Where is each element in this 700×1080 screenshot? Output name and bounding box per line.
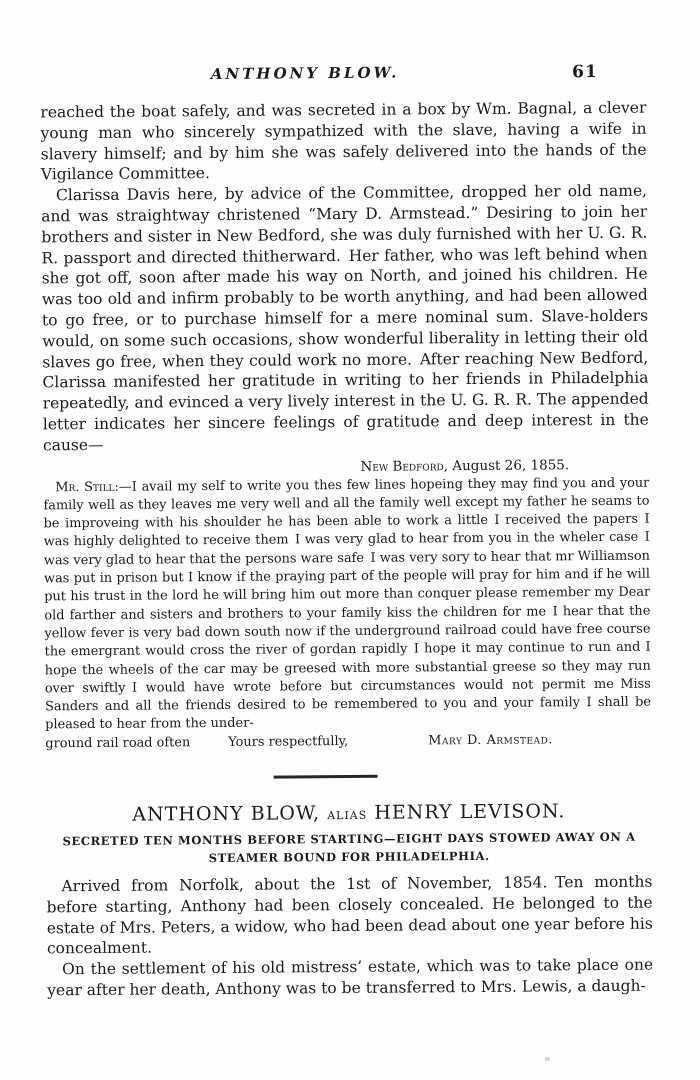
letter-signature-line xyxy=(45,730,651,753)
section-subheading-line-2: STEAMER BOUND FOR PHILADELPHIA. xyxy=(208,848,490,866)
letter-closing: Yours respectfully, xyxy=(228,733,349,750)
page-header xyxy=(40,62,646,91)
section-title-before: ANTHONY BLOW, xyxy=(132,802,328,826)
section-subheading-line-1: SECRETED TEN MONTHS BEFORE STARTING—EIGHT DAYS STOWED AWAY ON A xyxy=(62,829,636,849)
paragraph-clarissa: Clarissa Davis here, by advice of the Committee, dropped her old name, and was straightway christened “Mary D. Armstead.” Desiring to join her brothers and sister in New Bedford, she was duly furnished with her U. G. R. R. passport and directed thitherward. Her father, who was left behind when she got off, soon after made his way on North, and joined his children. He was too old and infirm probably to be worth anything, and had been allowed to go free, or to purchase himself for a mere nominal sum. Slave-holders would, on some such occasions, show wonderful liberality in letting their old slaves go free, when they could work no more. After reaching New Bedford, Clarissa manifested her gratitude in writing to her friends in Philadelphia repeatedly, and evinced a very lively interest in the U. G. R. R. The appended letter indicates her sincere feelings of gratitude and deep interest in the cause— xyxy=(41,181,649,455)
section-divider xyxy=(274,775,378,779)
letter-dateline-date: , August 26, 1855. xyxy=(443,456,570,474)
running-head: ANTHONY BLOW. xyxy=(210,63,400,84)
paragraph-settlement: On the settlement of his old mistress’ estate, which was to take place one year after her death, Anthony was to be transferred to Mrs. Lewis, a daugh- xyxy=(47,955,654,1000)
page-content xyxy=(40,62,653,1002)
letter-text: —I avail my self to write you thes few lines hopeing they may find you and your family well as they leaves me very well and all the family well except my father he seams to be improveing with his shoulder he has been able to work a little I received the papers I was highly delighted to receive them I was very glad to hear from you in the wheler case I was very glad to hear that the persons ware safe I was very sory to hear that mr Williamson was put in prison but I know if the praying part of the people will pray for him and if he will put his trust in the lord he will bring him out more than conquer please remember my Dear old farther and sisters and brothers to your family kiss the children for me I hear that the yellow fever is very bad down south now if the underground railroad could have free course the emergrant would cross the river of gordan rapidly I hope it may continue to run and I hope the wheels of the car may be greesed with more substantial greese so they may run over swiftly I would have wrote before but circumstances would not permit me Miss Sanders and all the friends desired to be remembered to you and your family I shall be pleased to hear from the under- xyxy=(43,475,652,733)
letter-block xyxy=(43,456,651,753)
page-number: 61 xyxy=(571,61,598,83)
letter-body xyxy=(43,474,651,735)
letter-dateline xyxy=(43,456,649,477)
letter-dateline-place: New Bedford xyxy=(360,457,444,475)
paragraph-arrived: Arrived from Norfolk, about the 1st of November, 1854. Ten months before starting, Anthony had been closely concealed. He belonged to the estate of Mrs. Peters, a widow, who had been dead about one year before his concealment. xyxy=(46,872,653,958)
paragraph-continuation: reached the boat safely, and was secreted in a box by Wm. Bagnal, a clever young man who sincerely sympathized with the slave, having a wife in slavery himself; and by him she was safely delivered into the hands of the Vigilance Committee. xyxy=(40,98,647,184)
section-title-after: HENRY LEVISON. xyxy=(367,800,566,824)
letter-body-end: ground rail road often xyxy=(45,734,191,752)
section-subheading xyxy=(46,828,652,869)
section-title-alias: alias xyxy=(327,803,368,824)
section-title xyxy=(46,800,652,827)
letter-salutation: Mr. Still: xyxy=(55,479,119,495)
letter-signature-name: Mary D. Armstead. xyxy=(428,732,553,749)
scan-speck xyxy=(545,1057,550,1061)
